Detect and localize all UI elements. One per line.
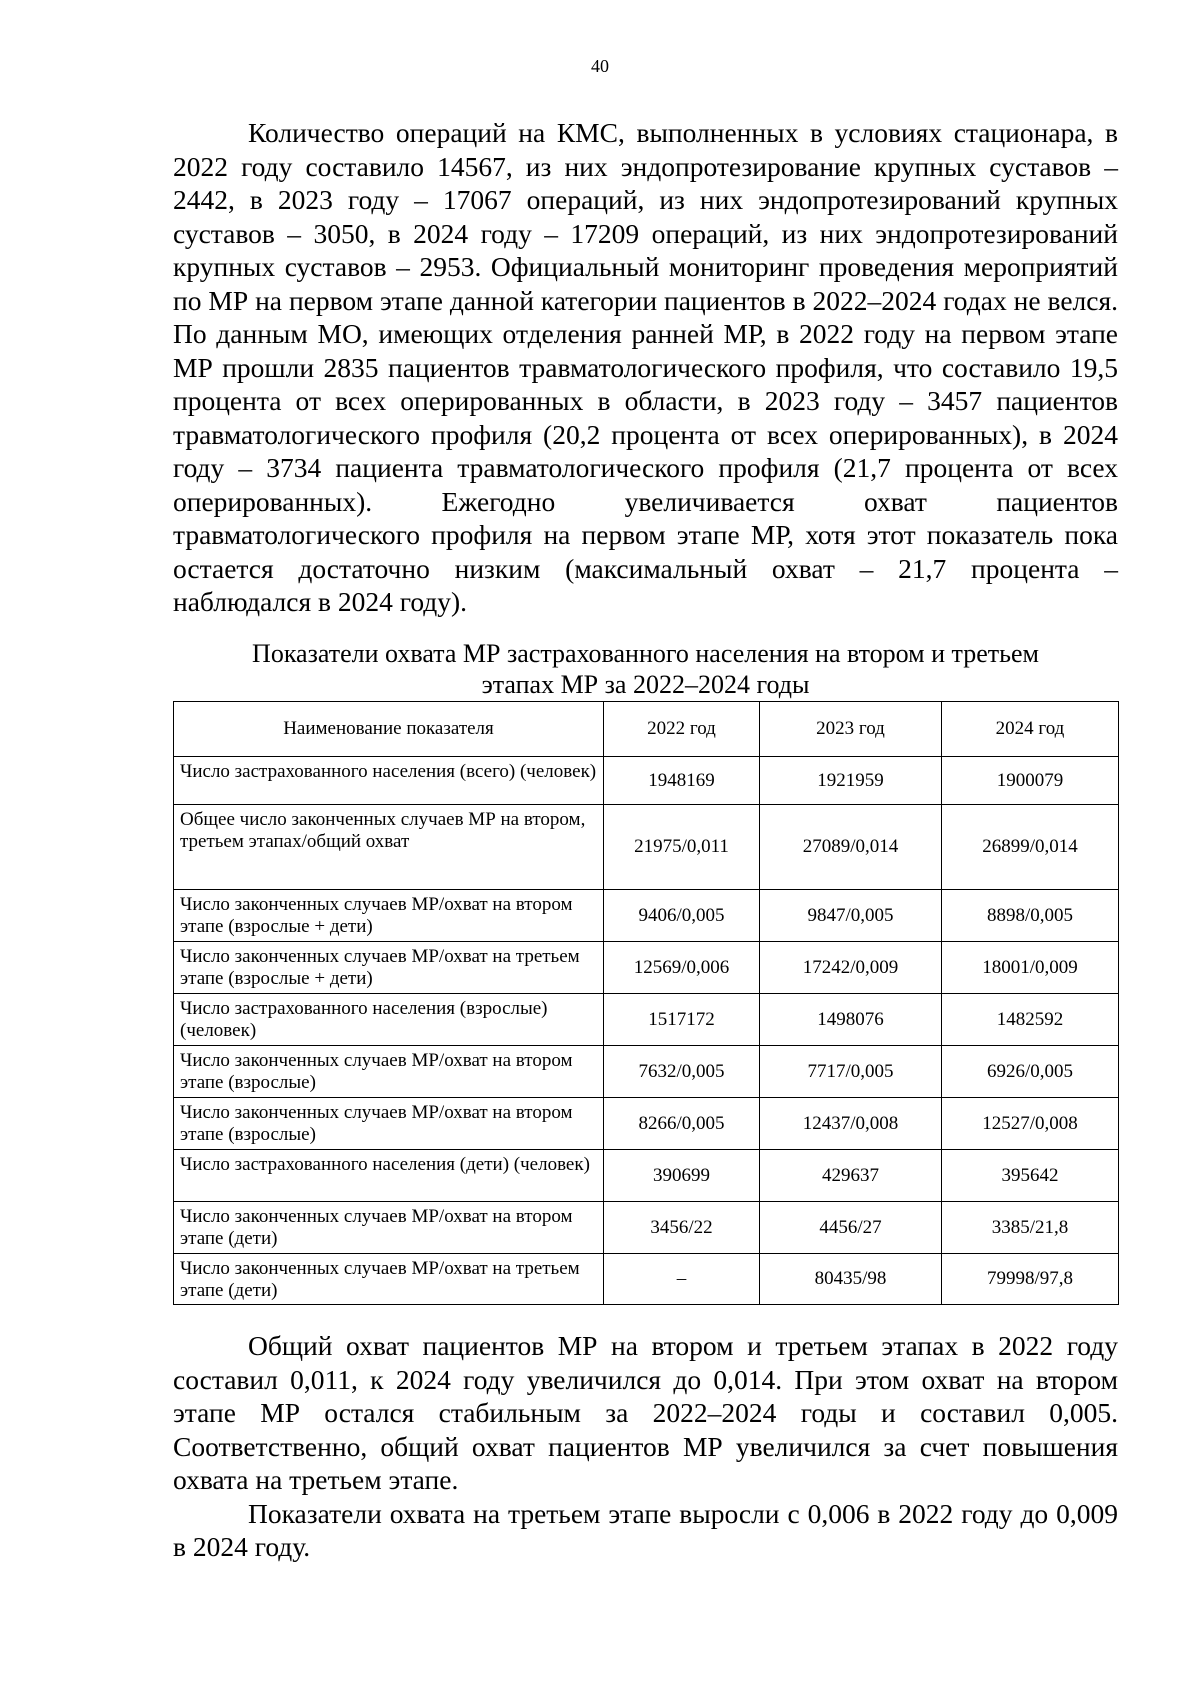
header-2022: 2022 год [604,702,760,757]
cell-2022: 1948169 [604,757,760,805]
cell-2022: 3456/22 [604,1202,760,1254]
cell-2022: 21975/0,011 [604,805,760,890]
cell-2022: 8266/0,005 [604,1098,760,1150]
cell-2024: 18001/0,009 [942,942,1119,994]
cell-2024: 79998/97,8 [942,1254,1119,1305]
row-label: Общее число законченных случаев МР на втором, третьем этапах/общий охват [174,805,604,890]
cell-2024: 8898/0,005 [942,890,1119,942]
table-caption [173,638,1118,700]
row-label: Число законченных случаев МР/охват на втором этапе (взрослые) [174,1046,604,1098]
row-label: Число законченных случаев МР/охват на втором этапе (взрослые + дети) [174,890,604,942]
cell-2024: 1482592 [942,994,1119,1046]
table-caption-line-1: Показатели охвата МР застрахованного населения на втором и третьем [252,639,1039,668]
table-header-row [174,702,1119,757]
cell-2024: 6926/0,005 [942,1046,1119,1098]
row-label: Число законченных случаев МР/охват на втором этапе (дети) [174,1202,604,1254]
cell-2023: 27089/0,014 [760,805,942,890]
cell-2023: 12437/0,008 [760,1098,942,1150]
table-row [174,1046,1119,1098]
table-row [174,1254,1119,1305]
table-caption-line-2: этапах МР за 2022–2024 годы [481,670,810,699]
table-row [174,1098,1119,1150]
table-row [174,942,1119,994]
cell-2022: – [604,1254,760,1305]
header-indicator-name: Наименование показателя [174,702,604,757]
page-number: 40 [591,56,609,76]
conclusion-text-block [173,1329,1118,1564]
cell-2024: 1900079 [942,757,1119,805]
table-row [174,1150,1119,1202]
table-row [174,994,1119,1046]
table-row [174,890,1119,942]
coverage-table [173,701,1119,1305]
cell-2022: 1517172 [604,994,760,1046]
intro-text-block [173,116,1118,619]
row-label: Число законченных случаев МР/охват на втором этапе (взрослые) [174,1098,604,1150]
row-label: Число застрахованного населения (всего) (человек) [174,757,604,805]
cell-2024: 12527/0,008 [942,1098,1119,1150]
cell-2022: 7632/0,005 [604,1046,760,1098]
cell-2024: 26899/0,014 [942,805,1119,890]
cell-2023: 9847/0,005 [760,890,942,942]
cell-2023: 80435/98 [760,1254,942,1305]
cell-2024: 3385/21,8 [942,1202,1119,1254]
row-label: Число застрахованного населения (взрослые) (человек) [174,994,604,1046]
cell-2022: 9406/0,005 [604,890,760,942]
cell-2024: 395642 [942,1150,1119,1202]
cell-2023: 17242/0,009 [760,942,942,994]
table-row [174,805,1119,890]
row-label: Число застрахованного населения (дети) (человек) [174,1150,604,1202]
cell-2023: 1921959 [760,757,942,805]
row-label: Число законченных случаев МР/охват на третьем этапе (дети) [174,1254,604,1305]
cell-2023: 7717/0,005 [760,1046,942,1098]
cell-2022: 390699 [604,1150,760,1202]
header-2024: 2024 год [942,702,1119,757]
table-row [174,1202,1119,1254]
paragraph-1: Количество операций на КМС, выполненных в условиях стационара, в 2022 году составило 14567, из них эндопротезирование крупных суставов – 2442, в 2023 году – 17067 операций, из них эндопротезирований крупных суставов – 3050, в 2024 году – 17209 операций, из них эндопротезирований крупных суставов – 2953. Официальный мониторинг проведения мероприятий по МР на первом этапе данной категории пациентов в 2022–2024 годах не велся. По данным МО, имеющих отделения ранней МР, в 2022 году на первом этапе МР прошли 2835 пациентов травматологического профиля, что составило 19,5 процента от всех оперированных в области, в 2023 году – 3457 пациентов травматологического профиля (20,2 процента от всех оперированных), в 2024 году – 3734 пациента травматологического профиля (21,7 процента от всех оперированных). Ежегодно увеличивается охват пациентов травматологического профиля на первом этапе МР, хотя этот показатель пока остается достаточно низким (максимальный охват – 21,7 процента – наблюдался в 2024 году). [173,117,1118,617]
header-2023: 2023 год [760,702,942,757]
table-row [174,757,1119,805]
cell-2022: 12569/0,006 [604,942,760,994]
row-label: Число законченных случаев МР/охват на третьем этапе (взрослые + дети) [174,942,604,994]
cell-2023: 4456/27 [760,1202,942,1254]
cell-2023: 1498076 [760,994,942,1046]
cell-2023: 429637 [760,1150,942,1202]
paragraph-3: Показатели охвата на третьем этапе выросли с 0,006 в 2022 году до 0,009 в 2024 году. [173,1497,1118,1562]
paragraph-2: Общий охват пациентов МР на втором и третьем этапах в 2022 году составил 0,011, к 2024 году увеличился до 0,014. При этом охват на втором этапе МР остался стабильным за 2022–2024 годы и составил 0,005. Соответственно, общий охват пациентов МР увеличился за счет повышения охвата на третьем этапе. [173,1330,1118,1495]
